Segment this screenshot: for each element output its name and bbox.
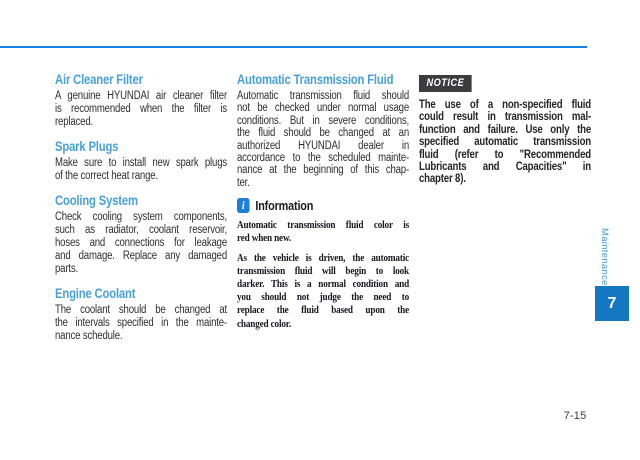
section-heading-cooling-system: Cooling System xyxy=(55,193,138,208)
info-icon: i xyxy=(237,198,250,213)
section-engine-coolant xyxy=(55,287,227,343)
section-body-automatic-transmission-fluid: Automatic transmission fluid should not be checked under normal usage conditions. But in severe conditions, the fluid should be changed at an authorized HYUNDAI dealer in accordance to the scheduled mainte- nance at the beginning of this chap- ter. xyxy=(237,90,410,189)
section-heading-automatic-transmission-fluid: Automatic Transmission Fluid xyxy=(237,72,394,87)
notice-badge: NOTICE xyxy=(419,75,472,92)
column-left xyxy=(55,73,227,343)
section-cooling-system xyxy=(55,194,227,276)
header-rule xyxy=(0,46,587,48)
section-notice xyxy=(419,73,591,186)
information-paragraph-1: Automatic transmission fluid color is red when new. xyxy=(237,219,410,245)
section-heading-engine-coolant: Engine Coolant xyxy=(55,286,136,301)
information-header xyxy=(237,198,409,213)
information-paragraph-2: As the vehicle is driven, the automatic transmission fluid will begin to look darker. This is a normal condition and you should not judge the need to replace the fluid based upon the changed color. xyxy=(237,251,410,330)
column-middle xyxy=(237,73,409,331)
page-number: 7-15 xyxy=(563,410,587,422)
information-block xyxy=(237,198,409,331)
section-spark-plugs xyxy=(55,140,227,183)
section-body-cooling-system: Check cooling system components, such as radiator, coolant reservoir, hoses and connections for leakage and damage. Replace any damaged parts. xyxy=(55,211,228,275)
section-body-spark-plugs: Make sure to install new spark plugs of the correct heat range. xyxy=(55,157,228,182)
section-heading-spark-plugs: Spark Plugs xyxy=(55,139,119,154)
section-body-engine-coolant: The coolant should be changed at the intervals specified in the mainte- nance schedule. xyxy=(55,304,228,342)
section-body-air-cleaner-filter: A genuine HYUNDAI air cleaner filter is recommended when the filter is replaced. xyxy=(55,90,228,128)
chapter-side-label: Maintenance xyxy=(599,228,610,286)
column-right xyxy=(419,73,591,186)
section-air-cleaner-filter xyxy=(55,73,227,129)
chapter-tab: 7 xyxy=(595,286,629,321)
information-title: Information xyxy=(255,198,314,214)
section-automatic-transmission-fluid xyxy=(237,73,409,189)
notice-body: The use of a non-specified fluid could result in transmission mal- function and failure. Use only the specified automatic transmission fluid (refer to "Recommended Lubricants and Capacities" in chapter 8). xyxy=(419,99,592,186)
section-heading-air-cleaner-filter: Air Cleaner Filter xyxy=(55,72,143,87)
